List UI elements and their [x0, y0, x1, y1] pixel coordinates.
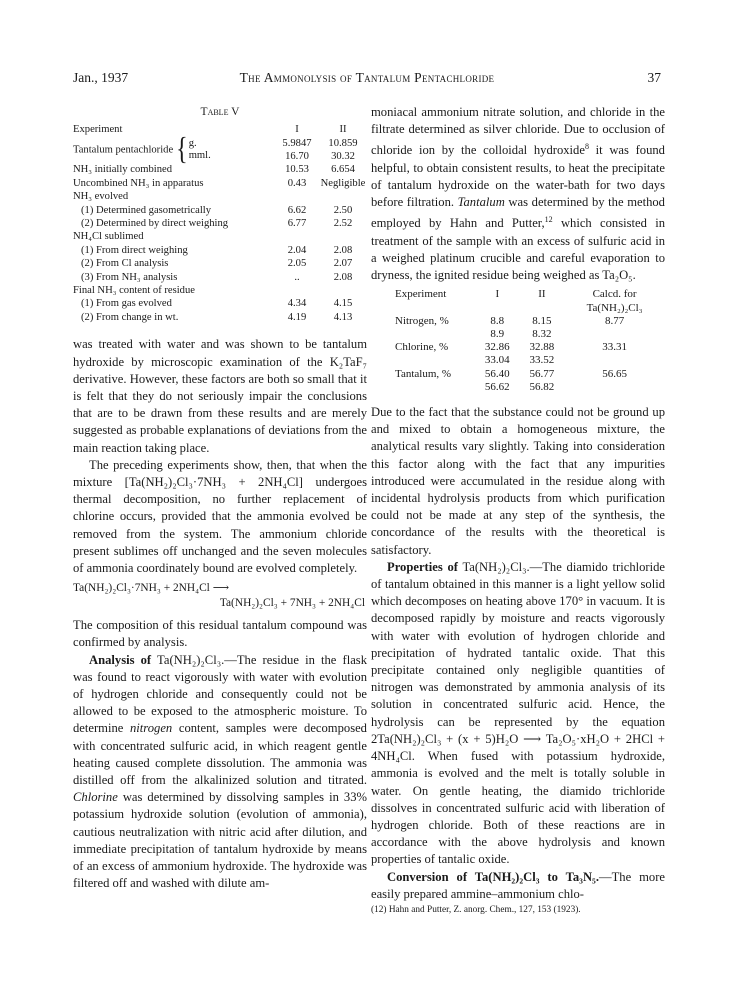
- table-cell: 6.62: [287, 204, 307, 216]
- calcd-label: Calcd. for: [592, 288, 637, 301]
- paragraph: [371, 559, 665, 869]
- text-run: which consisted in treatment of the sample with an excess of sulfuric acid in a weighed platinum crucible and careful evaporation to dryness, the ignited residue being weighed as Ta₂O₅.: [371, 216, 665, 283]
- table-row: [73, 271, 367, 284]
- analysis-table: [371, 288, 665, 394]
- table-cell: 2.08: [333, 271, 353, 283]
- row-group-label: NH₃ evolved: [73, 191, 129, 203]
- section-heading: Analysis of: [89, 652, 152, 667]
- paragraph: [73, 652, 367, 893]
- table-row: [371, 368, 665, 394]
- row-label: Nitrogen, %: [395, 314, 449, 327]
- table-row: [371, 288, 665, 314]
- table-cell: [475, 315, 520, 341]
- table-row: [73, 217, 367, 230]
- text-run: was determined by dissolving samples in 33% potassium hydroxide solution (evolution of ammonia), cautious neutralization with nitric acid after dilution, and immediate precipitation of tantalum hydroxide by means of an excess of ammonium hydroxide. The hydroxide was filtered off and washed with dilute am-: [73, 790, 367, 891]
- text-run: —The residue in the flask was found to react vigorously with water with evolution of hydrogen chloride and consequently could not be allowed to be exposed to the atmospheric moisture. To determine: [73, 652, 368, 736]
- table-cell: 2.04: [287, 244, 307, 256]
- table-row: [73, 123, 367, 136]
- value: 56.77: [529, 367, 555, 380]
- table-cell: 10.53: [285, 164, 309, 176]
- value: 56.62: [484, 380, 510, 393]
- text-run: —The more easily prepared ammine–ammonium chlo-: [371, 869, 665, 901]
- table-row: [73, 311, 367, 324]
- table-cell: 2.50: [333, 204, 353, 216]
- right-column: [371, 104, 665, 916]
- table-header-i: I: [495, 288, 500, 301]
- table-cell: 4.34: [287, 298, 307, 310]
- paragraph: [371, 104, 665, 284]
- value: 56.82: [529, 380, 555, 393]
- row-label: (2) From change in wt.: [81, 311, 179, 323]
- footnote: (12) Hahn and Putter, Z. anorg. Chem., 127, 153 (1923).: [371, 904, 581, 915]
- row-label: Tantalum, %: [395, 367, 452, 380]
- row-group-label: NH₄Cl sublimed: [73, 231, 144, 243]
- table-cell: [475, 368, 520, 394]
- row-label: NH₃ initially combined: [73, 164, 173, 176]
- table-cell: 2.07: [333, 258, 353, 270]
- row-label: (1) From direct weighing: [81, 244, 188, 256]
- table-header-experiment: Experiment: [395, 288, 447, 301]
- equation: [73, 581, 367, 611]
- table-row: [371, 341, 665, 367]
- table-row: [73, 244, 367, 257]
- brace-glyph: {: [176, 133, 188, 167]
- row-label: (3) From NH₃ analysis: [81, 271, 178, 283]
- left-column: [73, 104, 367, 892]
- table-row: [73, 204, 367, 217]
- section-heading: Conversion of Ta(NH₂)₂Cl₃ to Ta₃N₅.: [387, 869, 599, 884]
- paragraph: Due to the fact that the substance could not be ground up and mixed to obtain a homogeneous mixture, the analytical results vary slightly. Taking into consideration this factor along with the fact that any impurities introduced were accumulated in the residue along with incidental hydrolysis products from which purification could not be made at any step of the synthesis, the concordance of the results with the theoretical is satisfactory.: [371, 405, 665, 557]
- text-run: —The diamido trichloride of tantalum obtained in this manner is a light yellow solid which decomposes on heating above 170° in vacuum. It is decomposed rapidly by moisture and reacts vigorously with water with evolution of hydrogen chloride and precipitation of hydrated tantalic oxide. That this precipitate contained only negligible quantities of nitrogen was demonstrated by ammonia analysis of its solution in concentrated sulfuric acid. Hence, the hydrolysis can be represented by the equation 2Ta(NH₂)₂Cl₃ + (x + 5)H₂O ⟶ Ta₂O₅·xH₂O + 2HCl + 4NH₄Cl. When fused with potassium hydroxide, ammonia is evolved and the melt is totally soluble in water. On gentle heating, the diamido trichloride dissolves in concentrated sulfuric acid with liberation of hydrogen chloride. Both of these reactions are in accordance with the above hydrolysis and known properties of tantalic oxide.: [371, 559, 665, 867]
- table-cell: 10.859: [328, 137, 358, 149]
- paragraph: [371, 869, 665, 903]
- header-date: Jan., 1937: [73, 70, 129, 85]
- table-5-title: Table V: [200, 106, 240, 118]
- table-header-ii: II: [339, 124, 347, 136]
- unit-mml: mml.: [188, 150, 211, 162]
- equation-line-1: Ta(NH₂)₂Cl₃·7NH₃ + 2NH₄Cl ⟶: [73, 582, 230, 595]
- row-label: (2) Determined by direct weighing: [81, 218, 229, 230]
- italic-term: Chlorine: [73, 790, 118, 805]
- table-header-calcd: [564, 288, 665, 314]
- table-cell: [520, 315, 565, 341]
- table-row: [73, 177, 367, 190]
- text-run: was determined by the method employed by Hahn and Putter,: [371, 195, 665, 231]
- table-row: [73, 137, 367, 150]
- running-title: The Ammonolysis of Tantalum Pentachloride: [239, 70, 495, 85]
- value: 33.04: [484, 354, 510, 367]
- value: 33.52: [529, 354, 555, 367]
- table-cell: ..: [294, 271, 300, 283]
- text-run: it was found helpful, to obtain consistent results, to heat the precipitate of tantalum hydroxide on the water-bath for two days before filtration.: [371, 143, 665, 210]
- table-header-ii: II: [538, 288, 546, 301]
- table-row: [73, 297, 367, 310]
- table-cell: [520, 341, 565, 367]
- text-run: moniacal ammonium nitrate solution, and chloride in the filtrate determined as silver chloride. Due to occlusion of chloride ion by the colloidal hydroxide: [371, 105, 665, 158]
- calcd-formula: Ta(NH₂)₂Cl₃: [586, 301, 643, 314]
- table-cell: 2.08: [333, 244, 353, 256]
- table-5: [73, 123, 367, 324]
- table-cell: 4.15: [333, 298, 353, 310]
- value: 8.9: [490, 328, 505, 341]
- unit-g: g.: [188, 138, 197, 150]
- text-run: content, samples were decomposed with concentrated sulfuric acid, in which reagent gentle heating caused complete dissolution. The ammonia was distilled off from the alkalinized solution and titrated.: [73, 721, 367, 787]
- table-cell: 4.13: [333, 311, 353, 323]
- value: 32.88: [529, 341, 555, 354]
- paragraph: The composition of this residual tantalum compound was confirmed by analysis.: [73, 618, 367, 650]
- table-cell: 6.77: [287, 218, 307, 230]
- italic-term: Tantalum: [457, 195, 505, 210]
- table-row: [73, 163, 367, 176]
- row-label: Uncombined NH₃ in apparatus: [73, 177, 204, 189]
- table-header-i: I: [295, 124, 299, 136]
- row-label: Tantalum pentachloride: [73, 144, 174, 156]
- table-row: [73, 190, 367, 203]
- table-cell: 2.05: [287, 258, 307, 270]
- table-cell: 16.70: [285, 151, 309, 163]
- footnote-ref: 12: [544, 215, 553, 225]
- unit-stack: [189, 138, 211, 162]
- paragraph: was treated with water and was shown to be tantalum hydroxide by microscopic examination of the K₂TaF₇ derivative. However, these factors are both so small that it is felt that they do not seriously impair the conclusions that are to be drawn from these results and are merely suggested as probable explanations of deviations from the main reaction taking place.: [73, 337, 367, 455]
- formula: Ta(NH₂)₂Cl₃.: [157, 652, 225, 667]
- table-row: [73, 284, 367, 297]
- page-header: [73, 70, 661, 88]
- row-label: (1) Determined gasometrically: [81, 204, 212, 216]
- table-cell: 0.43: [287, 177, 307, 189]
- table-cell: 56.65: [602, 367, 627, 380]
- table-cell: 5.9847: [282, 137, 312, 149]
- table-cell: 6.654: [331, 164, 355, 176]
- table-row: [73, 230, 367, 243]
- row-label: (2) From Cl analysis: [81, 258, 169, 270]
- equation-line-2: Ta(NH₂)₂Cl₃ + 7NH₃ + 2NH₄Cl: [219, 597, 365, 610]
- value: 8.15: [532, 314, 552, 327]
- page-number: 37: [647, 70, 661, 85]
- paragraph: The preceding experiments show, then, that when the mixture [Ta(NH₂)₂Cl₃·7NH₃ + 2NH₄Cl] undergoes thermal decomposition, no further replacement of chlorine occurs, provided that the ammonia evolved be removed from the system. The ammonium chloride present sublimes off unchanged and the seven molecules of ammonia coordinately bound are evolved completely.: [73, 457, 367, 575]
- table-cell: 33.31: [602, 341, 627, 354]
- table-cell: Negligible: [320, 177, 366, 189]
- table-cell: 2.52: [333, 218, 353, 230]
- table-cell: [475, 341, 520, 367]
- section-heading: Properties of: [387, 559, 458, 574]
- row-label: (1) From gas evolved: [81, 298, 172, 310]
- value: 8.8: [490, 314, 505, 327]
- table-row: [73, 257, 367, 270]
- value: 56.40: [484, 367, 510, 380]
- row-label: Chlorine, %: [395, 341, 449, 354]
- table-header-experiment: Experiment: [73, 124, 123, 136]
- table-row: [371, 315, 665, 341]
- table-cell: 30.32: [331, 151, 355, 163]
- table-cell: 8.77: [604, 314, 625, 327]
- formula: Ta(NH₂)₂Cl₃.: [462, 559, 530, 574]
- footnote-ref: 8: [584, 142, 589, 152]
- table-cell: 4.19: [287, 311, 307, 323]
- value: 32.86: [484, 341, 510, 354]
- row-group-label: Final NH₃ content of residue: [73, 285, 195, 297]
- value: 8.32: [532, 328, 552, 341]
- italic-term: nitrogen: [130, 721, 173, 736]
- table-cell: [520, 368, 565, 394]
